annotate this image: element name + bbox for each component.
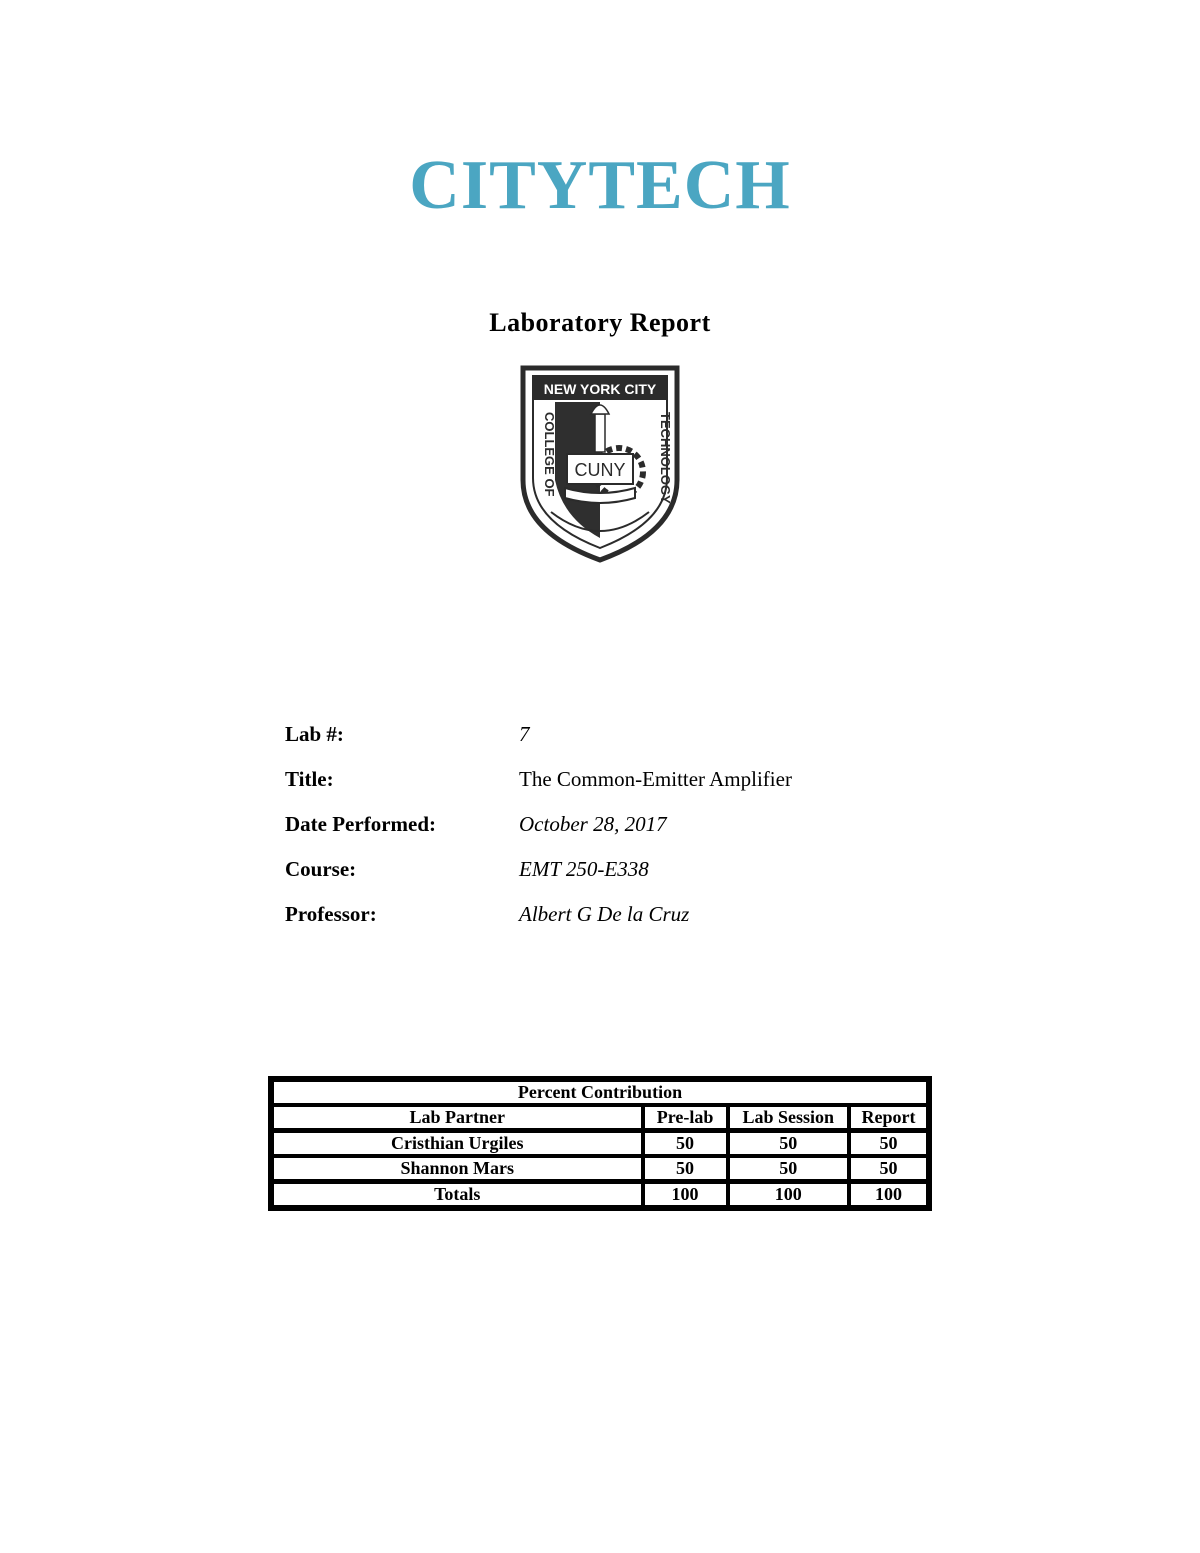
table-title-row <box>272 1080 928 1105</box>
title-label: Title: <box>285 767 334 791</box>
pre-lab-value: 50 <box>643 1131 728 1156</box>
lab-number-value: 7 <box>519 722 530 746</box>
report-title: Laboratory Report <box>489 308 711 337</box>
lab-session-value: 50 <box>728 1156 849 1181</box>
percent-contribution-table <box>268 1076 932 1211</box>
svg-text:COLLEGE OF: COLLEGE OF <box>542 412 557 497</box>
course-value: EMT 250-E338 <box>519 857 649 881</box>
title-value: The Common-Emitter Amplifier <box>519 767 792 791</box>
svg-text:CUNY: CUNY <box>574 460 626 480</box>
header-report: Report <box>849 1105 928 1131</box>
table-row <box>272 1156 928 1181</box>
header-lab-partner: Lab Partner <box>272 1105 643 1131</box>
svg-text:NEW YORK CITY: NEW YORK CITY <box>543 381 657 397</box>
header-lab-session: Lab Session <box>728 1105 849 1131</box>
partner-name: Cristhian Urgiles <box>272 1131 643 1156</box>
totals-row <box>272 1181 928 1207</box>
date-label: Date Performed: <box>285 812 436 836</box>
date-value: October 28, 2017 <box>519 812 667 836</box>
partner-name: Shannon Mars <box>272 1156 643 1181</box>
lab-number-label: Lab #: <box>285 722 344 746</box>
brand-title: CITYTECH <box>409 147 791 224</box>
lab-session-total: 100 <box>728 1181 849 1207</box>
header-pre-lab: Pre-lab <box>643 1105 728 1131</box>
report-value: 50 <box>849 1131 928 1156</box>
report-total: 100 <box>849 1181 928 1207</box>
professor-label: Professor: <box>285 902 377 926</box>
course-label: Course: <box>285 857 357 881</box>
table-title: Percent Contribution <box>272 1080 928 1105</box>
professor-value: Albert G De la Cruz <box>519 902 690 926</box>
lab-session-value: 50 <box>728 1131 849 1156</box>
svg-text:TECHNOLOGY: TECHNOLOGY <box>658 412 673 504</box>
pre-lab-total: 100 <box>643 1181 728 1207</box>
table-header-row <box>272 1105 928 1131</box>
table-row <box>272 1131 928 1156</box>
pre-lab-value: 50 <box>643 1156 728 1181</box>
report-value: 50 <box>849 1156 928 1181</box>
totals-label: Totals <box>272 1181 643 1207</box>
college-seal-logo <box>515 362 685 567</box>
